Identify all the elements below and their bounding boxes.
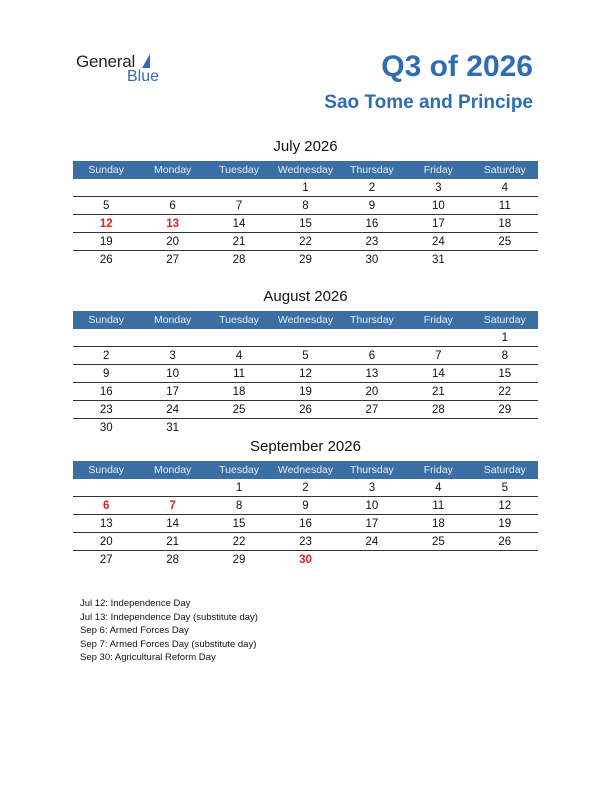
- month-title: September 2026: [250, 438, 361, 455]
- day-cell: 1: [501, 332, 508, 344]
- day-cell: 5: [501, 482, 508, 494]
- day-cell: 22: [498, 386, 512, 398]
- day-cell: [73, 180, 139, 196]
- day-cell: 24: [166, 404, 180, 416]
- day-cell: [339, 330, 405, 346]
- day-cell: 23: [299, 536, 312, 548]
- day-cell: 10: [431, 200, 445, 212]
- day-cell: 2: [103, 350, 110, 362]
- page-title: Q3 of 2026: [381, 50, 533, 83]
- day-cell: 30: [299, 554, 312, 566]
- holiday-note: Sep 30: Agricultural Reform Day: [80, 652, 216, 663]
- weekday-label: Tuesday: [219, 164, 259, 176]
- day-cell: 23: [99, 404, 113, 416]
- day-cell: 12: [99, 218, 113, 230]
- day-cell: [272, 330, 338, 346]
- day-cell: 5: [103, 200, 110, 212]
- day-cell: 9: [103, 368, 110, 380]
- day-cell: 3: [435, 182, 442, 194]
- day-cell: 28: [431, 404, 445, 416]
- day-cell: 17: [365, 518, 379, 530]
- day-cell: 21: [166, 536, 180, 548]
- day-cell: [139, 480, 205, 496]
- week-row: [73, 216, 538, 233]
- day-cell: 25: [232, 404, 246, 416]
- week-row: [73, 198, 538, 215]
- week-row: [73, 252, 538, 268]
- weekday-label: Monday: [153, 164, 192, 176]
- weekday-label: Friday: [423, 314, 453, 326]
- day-cell: [73, 330, 139, 346]
- day-cell: 14: [166, 518, 180, 530]
- logo-text-general: General: [76, 52, 136, 71]
- day-cell: 10: [365, 500, 379, 512]
- brand-logo: [76, 52, 176, 88]
- month-title: August 2026: [263, 288, 348, 305]
- day-cell: [405, 420, 471, 436]
- weekday-label: Thursday: [350, 314, 394, 326]
- day-cell: 19: [498, 518, 512, 530]
- week-row: [73, 552, 538, 568]
- week-row: [73, 234, 538, 251]
- day-cell: 9: [302, 500, 309, 512]
- day-cell: 13: [365, 368, 379, 380]
- day-cell: 21: [431, 386, 445, 398]
- holiday-note: Sep 7: Armed Forces Day (substitute day): [80, 638, 257, 650]
- day-cell: 29: [232, 554, 246, 566]
- day-cell: 6: [368, 350, 376, 362]
- day-cell: [472, 552, 538, 568]
- weekday-label: Monday: [153, 464, 192, 476]
- day-cell: 30: [365, 254, 379, 266]
- week-row: [73, 348, 538, 365]
- day-cell: [339, 420, 405, 436]
- day-cell: [272, 420, 338, 436]
- day-cell: [206, 420, 272, 436]
- day-cell: [405, 330, 471, 346]
- day-cell: 11: [432, 500, 445, 512]
- day-cell: 12: [299, 368, 312, 380]
- day-cell: 7: [435, 350, 442, 362]
- month-september: [73, 437, 538, 568]
- day-cell: 11: [233, 368, 246, 380]
- day-cell: [405, 552, 471, 568]
- day-cell: 7: [169, 500, 176, 512]
- weekday-label: Monday: [153, 314, 192, 326]
- weekday-label: Saturday: [483, 464, 526, 476]
- day-cell: 8: [302, 200, 309, 212]
- day-cell: 18: [498, 218, 512, 230]
- day-cell: 4: [501, 182, 508, 194]
- weekday-header-row: [73, 461, 538, 479]
- day-cell: 3: [169, 350, 176, 362]
- day-cell: 22: [299, 236, 312, 248]
- day-cell: 27: [99, 554, 113, 566]
- day-cell: 15: [299, 218, 312, 230]
- day-cell: 19: [299, 386, 312, 398]
- day-cell: [73, 480, 139, 496]
- weekday-label: Wednesday: [277, 464, 334, 476]
- day-cell: 16: [99, 386, 113, 398]
- day-cell: 11: [498, 200, 511, 212]
- day-cell: 1: [302, 182, 309, 194]
- day-cell: 15: [232, 518, 246, 530]
- day-cell: 18: [232, 386, 246, 398]
- day-cell: 13: [99, 518, 113, 530]
- weekday-label: Sunday: [88, 464, 125, 476]
- day-cell: 26: [299, 404, 312, 416]
- day-cell: [139, 180, 205, 196]
- day-cell: 9: [368, 200, 376, 212]
- day-cell: 2: [368, 182, 376, 194]
- week-row: [73, 330, 538, 347]
- day-cell: 4: [235, 350, 243, 362]
- weekday-label: Thursday: [350, 164, 394, 176]
- day-cell: [339, 552, 405, 568]
- day-cell: 31: [166, 422, 180, 434]
- day-cell: [472, 420, 538, 436]
- day-cell: 13: [166, 218, 180, 230]
- weekday-header-row: [73, 161, 538, 179]
- day-cell: [472, 252, 538, 268]
- day-cell: 28: [232, 254, 246, 266]
- holiday-notes: [80, 597, 258, 665]
- day-cell: 29: [299, 254, 312, 266]
- day-cell: 28: [166, 554, 180, 566]
- holiday-note: Jul 13: Independence Day (substitute day): [80, 611, 258, 623]
- day-cell: 27: [365, 404, 379, 416]
- day-cell: 14: [232, 218, 246, 230]
- weekday-label: Friday: [423, 464, 453, 476]
- day-cell: 21: [232, 236, 246, 248]
- weekday-label: Saturday: [483, 314, 526, 326]
- week-row: [73, 498, 538, 515]
- day-cell: 7: [235, 200, 243, 212]
- week-row: [73, 420, 538, 436]
- weekday-label: Friday: [423, 164, 453, 176]
- day-cell: 30: [99, 422, 113, 434]
- day-cell: 20: [99, 536, 113, 548]
- day-cell: 12: [498, 500, 512, 512]
- day-cell: 24: [365, 536, 379, 548]
- day-cell: [206, 180, 272, 196]
- day-cell: 25: [431, 536, 445, 548]
- week-row: [73, 402, 538, 419]
- day-cell: 17: [431, 218, 445, 230]
- day-cell: 4: [435, 482, 442, 494]
- day-cell: 22: [232, 536, 246, 548]
- weekday-label: Sunday: [88, 314, 125, 326]
- weekday-label: Wednesday: [277, 164, 334, 176]
- logo-text-blue: Blue: [127, 68, 160, 85]
- week-row: [73, 480, 538, 497]
- month-july: [73, 137, 538, 268]
- logo-triangle-icon: [142, 54, 150, 68]
- day-cell: 18: [431, 518, 445, 530]
- day-cell: 19: [99, 236, 113, 248]
- day-cell: 16: [365, 218, 379, 230]
- day-cell: 1: [235, 482, 243, 494]
- day-cell: 31: [431, 254, 445, 266]
- day-cell: [139, 330, 205, 346]
- day-cell: 25: [498, 236, 512, 248]
- holiday-note: Jul 12: Independence Day: [80, 598, 191, 609]
- day-cell: [206, 330, 272, 346]
- week-row: [73, 384, 538, 401]
- day-cell: 8: [501, 350, 508, 362]
- page-subtitle: Sao Tome and Principe: [324, 92, 533, 113]
- week-row: [73, 516, 538, 533]
- day-cell: 10: [166, 368, 180, 380]
- weekday-label: Tuesday: [219, 314, 259, 326]
- weekday-label: Sunday: [88, 164, 125, 176]
- day-cell: 20: [365, 386, 379, 398]
- weekday-label: Thursday: [350, 464, 394, 476]
- day-cell: 29: [498, 404, 512, 416]
- day-cell: 5: [302, 350, 309, 362]
- week-row: [73, 366, 538, 383]
- day-cell: 17: [166, 386, 180, 398]
- day-cell: 16: [299, 518, 312, 530]
- weekday-label: Saturday: [483, 164, 526, 176]
- month-august: [73, 287, 538, 436]
- day-cell: 6: [169, 200, 176, 212]
- day-cell: 23: [365, 236, 379, 248]
- month-title: July 2026: [273, 138, 338, 155]
- day-cell: 3: [368, 482, 376, 494]
- week-row: [73, 534, 538, 551]
- day-cell: 8: [235, 500, 243, 512]
- day-cell: 26: [99, 254, 113, 266]
- weekday-label: Wednesday: [277, 314, 334, 326]
- day-cell: 6: [103, 500, 110, 512]
- week-row: [73, 180, 538, 197]
- day-cell: 2: [302, 482, 309, 494]
- weekday-header-row: [73, 311, 538, 329]
- holiday-note: Sep 6: Armed Forces Day: [80, 625, 189, 636]
- day-cell: 15: [498, 368, 512, 380]
- day-cell: 24: [431, 236, 445, 248]
- weekday-label: Tuesday: [219, 464, 259, 476]
- day-cell: 27: [166, 254, 180, 266]
- day-cell: 26: [498, 536, 512, 548]
- day-cell: 14: [431, 368, 445, 380]
- day-cell: 20: [166, 236, 180, 248]
